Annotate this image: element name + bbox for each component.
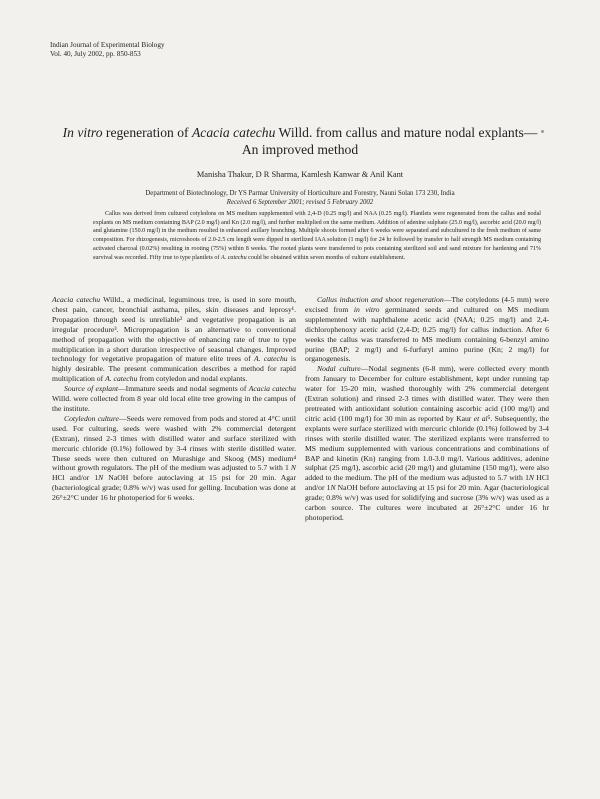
abstract-species: A. catechu [220, 254, 247, 261]
title-part-4: Willd. from callus and mature nodal explants—An improved method [241, 125, 538, 157]
abstract [93, 210, 541, 262]
journal-header [50, 41, 165, 59]
journal-name: Indian Journal of Experimental Biology [50, 41, 165, 49]
nodal-culture-paragraph [305, 364, 549, 523]
nodal-text-3: HCl and/or 1 [305, 473, 549, 493]
article-title [60, 124, 540, 158]
title-part-1: In vitro [62, 125, 103, 140]
source-species: Acacia catechu [248, 384, 297, 394]
nodal-n-2: N [330, 483, 336, 493]
authors: Manisha Thakur, D R Sharma, Kamlesh Kanwar & Anil Kant [196, 170, 404, 179]
intro-species-2: A. catechu [253, 354, 288, 364]
journal-volume: Vol. 40, July 2002, pp. 850-853 [50, 50, 141, 58]
nodal-text-2: ⁵. Subsequently, the explants were surface sterilized with mercuric chloride (0.1%) followed by 3-4 rinses with sterile distilled water. The sterilized explants were transferred to MS medium supplemented with various concentrations and combinations of BAP and kinetin (Kn) ranging from 1.0-3.0 mg/l. Various additives, adenine sulphat (25 mg/l), ascorbic acid (20 mg/l) and glutamine (150 mg/l), were also added to the medium. The pH of the medium was adjusted to 5.7 with 1 [305, 413, 549, 483]
callus-induction-paragraph [305, 295, 549, 364]
nodal-heading: Nodal culture [317, 364, 361, 374]
intro-species-3: A. catechu [105, 374, 138, 384]
source-text-2: Willd. were collected from 8 year old local elite tree growing in the campus of the institute. [52, 394, 296, 413]
left-column [52, 295, 296, 503]
cotyledon-culture-paragraph [52, 414, 296, 503]
cotyledon-text-1: —Seeds were removed from pods and stored at 4°C until used. For culturing, seeds were washed with 2% commercial detergent (Extran), rinsed 2-3 times with distilled water and surface sterilized with mercuric chloride (0.1%) followed by 3-4 rinses with sterile distilled water. These seeds were then cultured on Murashige and Skoog (MS) medium⁴ without growth regulators. The pH of the medium was adjusted to 5.7 with 1 [52, 413, 296, 473]
cotyledon-heading: Cotyledon culture [64, 413, 119, 423]
callus-in-vitro: in vitro [353, 304, 380, 314]
affiliation: Department of Biotechnology, Dr YS Parmar University of Horticulture and Forestry, Nauni Solan 173 230, India [145, 190, 455, 197]
abstract-text-1: Callus was derived from cultured cotyledons on MS medium supplemented with 2,4-D (0.25 mg/l) and NAA (0.25 mg/l). Plantlets were regenerated from the callus and nodal explants on MS medium containing BAP (2.0 mg/l) and Kn (2.0 mg/l), and further multiplied on the same medium. Addition of adenine sulphate (25.0 mg/l), ascorbic acid (20.0 mg/l) and glutamine (150.0 mg/l) in the medium resulted in enhanced axillary branching. Multiple shoots formed after 6 weeks were separated and subcultured in the fresh medium of same composition. For rhizogenesis, microshoots of 2.0-2.5 cm length were dipped in sterilized IAA solution (1 mg/l) for 24 hr followed by transfer to half strength MS medium containing activated charcoal (0.02%) resulting in rooting (75%) within 8 weeks. The rooted plants were transferred to pots containing sterilized soil and sand mixture for hardening and 71% survival was recorded. Fifty true to type plantlets of [93, 211, 541, 261]
cotyledon-n-2: N [98, 473, 104, 483]
nodal-n-1: N [528, 473, 535, 483]
received-dates: Received 6 September 2001; revised 5 February 2002 [226, 199, 374, 206]
source-text-1: —Immature seeds and nodal segments of [118, 384, 249, 394]
callus-text-2: germinated seeds and cultured on MS medium supplemented with naphthalene acetic acid (NAA; 0.25 mg/l) and 2,4-dichlorophenoxy acetic acid (2,4-D; 0.25 mg/l) for callus induction. After 6 weeks the callus was transferred to MS medium containing 6-benzyl amino purine (BAP; 2 mg/l) and 6-furfuryl amino purine (Kn; 2 mg/l) for organogenesis. [305, 304, 549, 364]
cotyledon-n-1: N [290, 463, 296, 473]
cotyledon-text-2: HCl and/or 1 [52, 473, 99, 483]
intro-text-3: from cotyledon and nodal explants. [137, 374, 248, 384]
title-part-2: regeneration of [102, 125, 192, 140]
print-speck [541, 130, 544, 133]
source-heading: Source of explant [64, 384, 119, 394]
nodal-text-1: —Nodal segments (6-8 mm), were collected every month from January to December for culture establishment, kept under running tap water for 15-20 min, washed thoroughly with 2% commercial detergent (Extran solution) and rinsed 2-3 times with distilled water. They were then pretreated with antioxidant solution containing ascorbic acid (100 mg/l) and citric acid (100 mg/l) for 30 min as reported by Kaur [305, 364, 550, 423]
callus-text-1: —The cotyledons (4-5 mm) were excised from [305, 295, 549, 314]
source-of-explant-paragraph [52, 384, 296, 414]
intro-species: Acacia catechu [52, 295, 101, 304]
title-part-3: Acacia catechu [191, 125, 276, 140]
intro-text-2: is highly desirable. The present communication describes a method for rapid multiplication of [52, 354, 296, 384]
nodal-et-al: et al [473, 413, 488, 423]
abstract-text-2: could be obtained within seven months of culture establishment. [246, 254, 406, 261]
intro-paragraph [52, 295, 296, 384]
intro-text-1: Willd., a medicinal, leguminous tree, is used in sore mouth, chest pain, cancer, bronchial asthama, piles, skin diseases and leprosy¹. Propagation through seed is unreliable² and vegetative propagation is an irregular procedure³. Micropropagation is an alternative to conventional method of propagation with the objective of enhancing rate of true to type multiplication in a short duration irrespective of seasonal changes. Improved technology for vegetative propagation of mature elite trees of [52, 295, 296, 364]
callus-heading: Callus induction and shoot regeneration [317, 295, 444, 304]
nodal-text-4: NaOH before autoclaving at 15 psi for 20 min. Agar (bacteriological grade; 0.8% w/v) was used for solidifying and sucrose (3% w/v) was used as a carbon source. The cultures were incubated at 26°±2°C under 16 hr photoperiod. [305, 483, 550, 522]
right-column [305, 295, 549, 523]
cotyledon-text-3: NaOH before autoclaving at 15 psi for 20 min. Agar (bacteriological grade; 0.8% w/v) was used for gelling. Incubation was done at 26°±2°C under 16 hr photoperiod for 6 weeks. [52, 473, 296, 503]
